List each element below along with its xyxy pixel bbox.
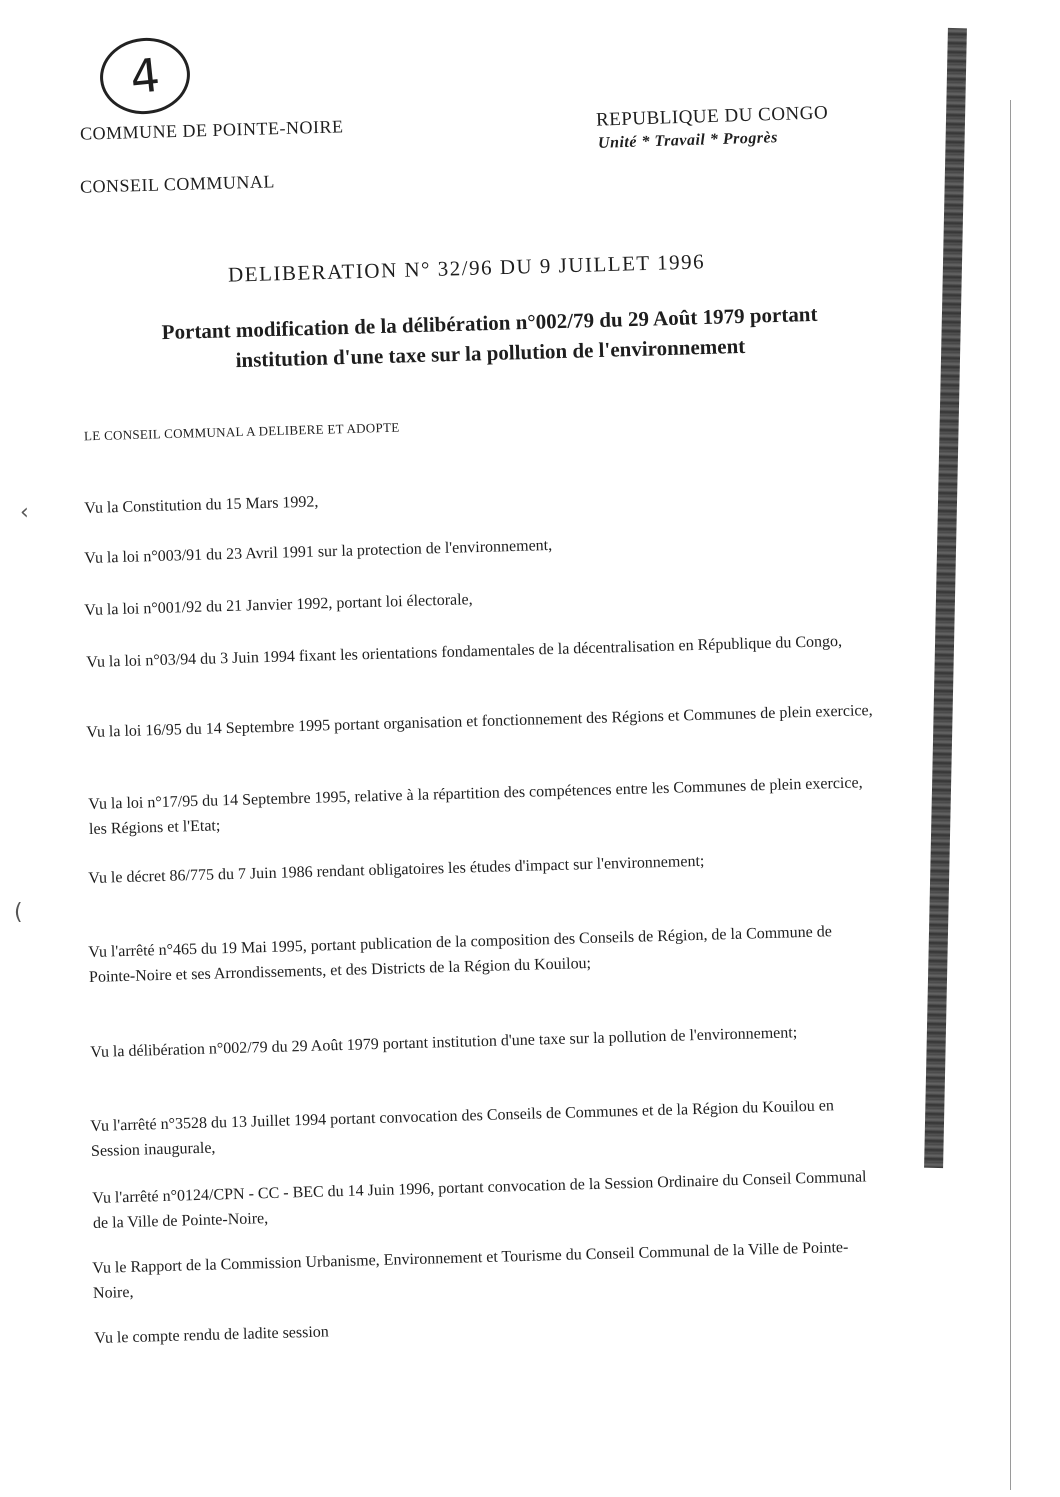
vu-item: Vu le décret 86/775 du 7 Juin 1986 rendant obligatoires les études d'impact sur l'environnement; [88,852,705,887]
scan-edge-line [1010,100,1011,1490]
council-statement: LE CONSEIL COMMUNAL A DELIBERE ET ADOPTE [83,419,400,444]
vu-item: Vu la loi 16/95 du 14 Septembre 1995 portant organisation et fonctionnement des Régions et Communes de plein exercice, [86,702,873,741]
vu-item: Vu l'arrêté n°0124/CPN - CC - BEC du 14 Juin 1996, portant convocation de la Session Ordinaire du Conseil Communal de la Ville de Pointe-Noire, [92,1168,867,1232]
vu-item: Vu la loi n°003/91 du 23 Avril 1991 sur la protection de l'environnement, [84,536,553,567]
vu-item: Vu le compte rendu de ladite session [94,1323,330,1347]
margin-bracket-icon: ‹ [20,500,29,525]
deliberation-title: DELIBERATION N° 32/96 DU 9 JUILLET 1996 [227,249,706,287]
republic-name: REPUBLIQUE DU CONGO [595,102,829,131]
margin-bracket-icon: ( [14,900,23,925]
commune-name: COMMUNE DE POINTE-NOIRE [79,116,344,144]
deliberation-subtitle: Portant modification de la délibération n°002/79 du 29 Août 1979 portant institution d'une taxe sur la pollution de l'environnement [161,301,818,373]
scan-binding-edge [924,28,967,1168]
vu-item: Vu le Rapport de la Commission Urbanisme, Environnement et Tourisme du Conseil Communal de la Ville de Pointe-Noire, [92,1238,849,1302]
vu-item: Vu l'arrêté n°3528 du 13 Juillet 1994 portant convocation des Conseils de Communes et de la Région du Kouilou en Session inaugurale, [90,1097,835,1160]
handwritten-page-number: 4 [96,34,193,119]
vu-item: Vu la loi n°001/92 du 21 Janvier 1992, portant loi électorale, [84,591,473,619]
vu-item: Vu la loi n°03/94 du 3 Juin 1994 fixant les orientations fondamentales de la décentralisation en République du Congo, [86,632,843,671]
vu-item: Vu la Constitution du 15 Mars 1992, [84,493,319,517]
vu-item: Vu la loi n°17/95 du 14 Septembre 1995, relative à la répartition des compétences entre les Communes de plein exercice, les Régions et l'Etat; [88,774,863,838]
council-name: CONSEIL COMMUNAL [79,171,276,197]
vu-item: Vu la délibération n°002/79 du 29 Août 1979 portant institution d'une taxe sur la pollution de l'environnement; [90,1024,798,1061]
national-motto: Unité * Travail * Progrès [597,129,779,152]
vu-item: Vu l'arrêté n°465 du 19 Mai 1995, portant publication de la composition des Conseils de Région, de la Commune de Pointe-Noire et ses Arrondissements, et des Districts de la Région du Kouilou; [88,923,833,986]
